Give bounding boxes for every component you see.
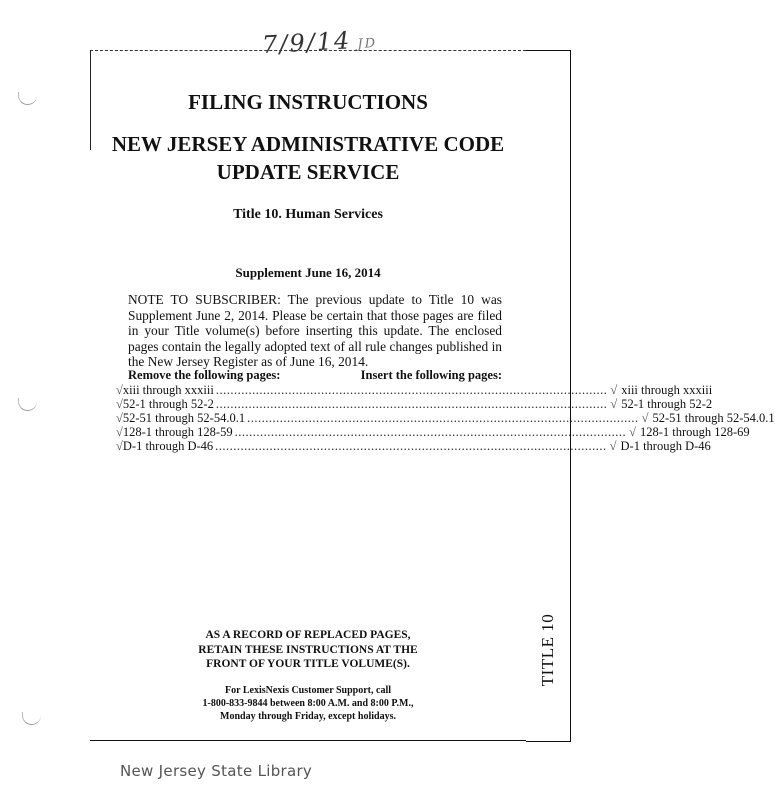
frame-top-border — [90, 50, 526, 51]
check-mark-icon: √ — [610, 383, 618, 397]
handwritten-date: 7/9/14 JD — [261, 26, 378, 59]
punch-hole-mark — [22, 712, 41, 725]
library-stamp: New Jersey State Library — [120, 762, 313, 780]
check-mark-icon: √ — [609, 439, 617, 453]
check-mark-icon: √ — [116, 383, 123, 397]
check-mark-icon: √ — [116, 439, 123, 453]
remove-pages: 128-1 through 128-59 — [122, 425, 233, 439]
code-heading-line2: UPDATE SERVICE — [216, 160, 400, 184]
insert-pages: 52-51 through 52-54.0.1 — [652, 411, 775, 425]
leader-dots: ............................................................................................................ — [247, 411, 639, 425]
list-headers — [128, 368, 502, 383]
record-notice-line3: FRONT OF YOUR TITLE VOLUME(S). — [206, 658, 410, 670]
support-line3: Monday through Friday, except holidays. — [220, 711, 396, 722]
frame-bottom-border — [90, 740, 526, 741]
check-mark-icon: √ — [116, 397, 123, 411]
support-line1: For LexisNexis Customer Support, call — [224, 685, 391, 696]
check-mark-icon: √ — [610, 397, 618, 411]
handwritten-initials: JD — [357, 35, 378, 53]
page-list — [116, 383, 775, 453]
list-item — [116, 411, 775, 425]
list-item — [116, 397, 713, 411]
supplement-heading: Supplement June 16, 2014 — [235, 265, 381, 280]
leader-dots: ............................................................................................................ — [215, 383, 608, 397]
list-item — [116, 439, 711, 453]
code-heading — [90, 130, 526, 186]
record-notice-line2: RETAIN THESE INSTRUCTIONS AT THE — [198, 643, 418, 656]
record-notice — [90, 628, 526, 672]
customer-support-info — [90, 684, 526, 723]
check-mark-icon: √ — [116, 425, 123, 439]
record-notice-line1: AS A RECORD OF REPLACED PAGES, — [205, 629, 411, 641]
title-tab-label: TITLE 10 — [538, 613, 557, 687]
list-item — [116, 383, 713, 397]
note-to-subscriber: NOTE TO SUBSCRIBER: The previous update to Title 10 was Supplement June 2, 2014. Please be certain that those pages are filed in your Title volume(s) before inserting this update. The enclosed pages contain the legally adopted text of all rule changes published in the New Jersey Register as of June 16, 2014. — [128, 292, 502, 369]
remove-header: Remove the following pages: — [128, 368, 281, 382]
leader-dots: ............................................................................................................ — [215, 397, 608, 411]
check-mark-icon: √ — [629, 425, 636, 439]
insert-header: Insert the following pages: — [360, 368, 502, 382]
punch-hole-mark — [18, 398, 37, 411]
punch-hole-mark — [18, 92, 37, 105]
title-heading: Title 10. Human Services — [233, 207, 383, 222]
insert-pages: 128-1 through 128-69 — [639, 425, 750, 439]
insert-pages: D-1 through D-46 — [620, 439, 711, 453]
list-item — [116, 425, 750, 439]
support-line2: 1-800-833-9844 between 8:00 A.M. and 8:00 P.M., — [202, 698, 414, 709]
filing-instructions-heading: FILING INSTRUCTIONS — [188, 90, 428, 114]
leader-dots: ............................................................................................................ — [234, 425, 627, 439]
code-heading-line1: NEW JERSEY ADMINISTRATIVE CODE — [111, 132, 505, 156]
leader-dots: ............................................................................................................ — [215, 439, 607, 453]
remove-pages: 52-51 through 52-54.0.1 — [122, 411, 246, 425]
check-mark-icon: √ — [116, 411, 123, 425]
remove-pages: D-1 through D-46 — [122, 439, 214, 453]
remove-pages: 52-1 through 52-2 — [122, 397, 214, 411]
insert-pages: 52-1 through 52-2 — [621, 397, 713, 411]
insert-pages: xiii through xxxiii — [621, 383, 713, 397]
check-mark-icon: √ — [641, 411, 649, 425]
remove-pages: xiii through xxxiii — [122, 383, 214, 397]
